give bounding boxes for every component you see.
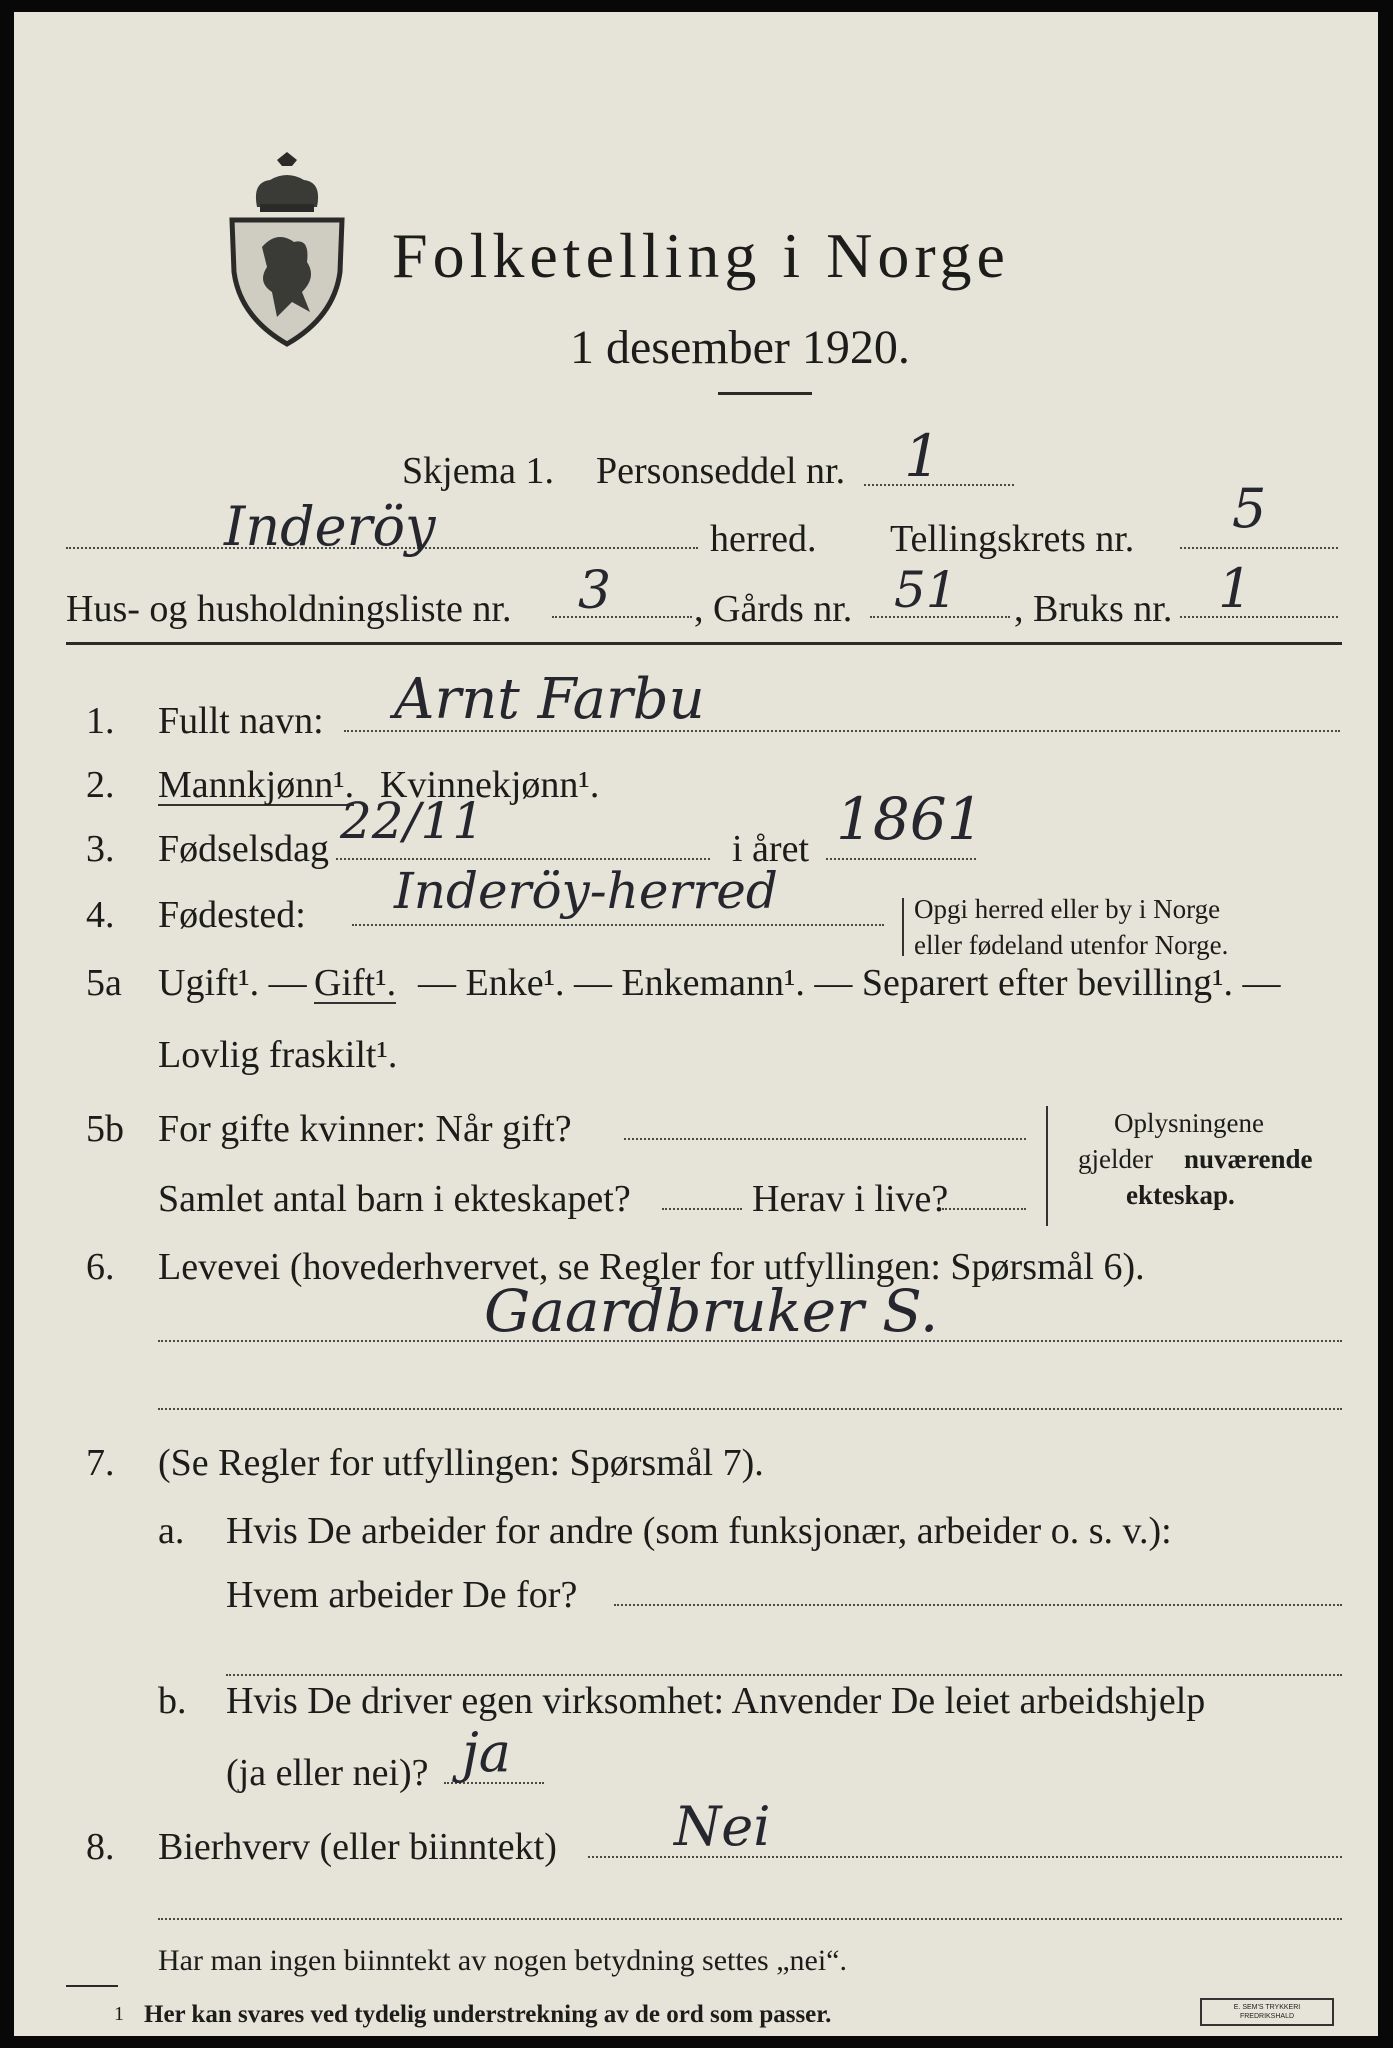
gards-label: , Gårds nr.	[694, 588, 853, 630]
q4-brace	[902, 898, 904, 956]
q7-number: 7.	[86, 1442, 115, 1484]
q7b-question: (ja eller nei)?	[226, 1752, 429, 1794]
q5b-brace	[1046, 1106, 1048, 1226]
bruks-label: , Bruks nr.	[1014, 588, 1173, 630]
q5b-gift-line	[624, 1138, 1026, 1140]
husliste-value: 3	[578, 561, 612, 621]
q4-note-2: eller fødeland utenfor Norge.	[914, 930, 1229, 960]
q6-value: Gaardbruker S.	[484, 1277, 939, 1345]
q5b-note-1: Oplysningene	[1114, 1108, 1264, 1138]
q6-number: 6.	[86, 1246, 115, 1288]
q4-note-1: Opgi herred eller by i Norge	[914, 894, 1221, 924]
form-title: Folketelling i Norge	[392, 220, 1010, 291]
q2-kvinne: Kvinnekjønn¹.	[380, 764, 600, 806]
q3-year-line	[826, 858, 976, 860]
q5b-ilive: Herav i live?	[752, 1178, 949, 1220]
personseddel-label: Personseddel nr.	[596, 450, 846, 492]
q3-label: Fødselsdag	[158, 828, 329, 870]
q5b-barn: Samlet antal barn i ekteskapet?	[158, 1178, 631, 1220]
q8-value: Nei	[674, 1795, 771, 1858]
tellingskrets-label: Tellingskrets nr.	[890, 518, 1135, 560]
q8-number: 8.	[86, 1826, 115, 1868]
q7b-value: ja	[462, 1721, 511, 1784]
q3-year-label: i året	[732, 828, 810, 870]
q1-value: Arnt Farbu	[394, 667, 705, 732]
footnote-text: Her kan svares ved tydelig understrekning av de ord som passer.	[144, 2001, 832, 2028]
husliste-label: Hus- og husholdningsliste nr.	[66, 588, 512, 630]
q3-year-value: 1861	[836, 785, 984, 853]
q5b-barn-line	[662, 1208, 742, 1210]
tellingskrets-value: 5	[1232, 477, 1267, 540]
q5a-fraskilt: Lovlig fraskilt¹.	[158, 1034, 398, 1076]
q7a-question: Hvem arbeider De for?	[226, 1574, 578, 1616]
q6-line-2	[158, 1408, 1342, 1410]
q8-label: Bierhverv (eller biinntekt)	[158, 1826, 557, 1868]
form-date: 1 desember 1920.	[570, 321, 910, 374]
personseddel-value: 1	[904, 422, 941, 490]
footer-note: Har man ingen biinntekt av nogen betydning settes „nei“.	[158, 1944, 847, 1977]
printer-stamp-text: E. SEM'S TRYKKERI FREDRIKSHALD	[1233, 2004, 1301, 2020]
q7a-line-2	[226, 1674, 1342, 1676]
q5a-number: 5a	[86, 962, 122, 1004]
q4-label: Fødested:	[158, 894, 306, 936]
q3-number: 3.	[86, 828, 115, 870]
footnote-mark: 1	[114, 2003, 124, 2025]
herred-label: herred.	[710, 518, 817, 560]
husliste-line	[552, 616, 692, 618]
q5b-note-2a: gjelder	[1078, 1144, 1153, 1174]
q1-number: 1.	[86, 700, 115, 742]
q5b-ilive-line	[942, 1208, 1026, 1210]
herred-value: Inderöy	[224, 495, 436, 558]
q5b-label: For gifte kvinner: Når gift?	[158, 1108, 572, 1150]
q1-label: Fullt navn:	[158, 700, 324, 742]
bruks-value: 1	[1218, 557, 1253, 620]
q4-value: Inderöy-herred	[394, 862, 778, 920]
q5b-note-3: ekteskap.	[1126, 1180, 1235, 1210]
q3-value: 22/11	[340, 792, 485, 850]
gards-value: 51	[894, 561, 958, 619]
q5a-gift: Gift¹.	[314, 962, 397, 1004]
title-divider	[718, 392, 812, 395]
q7b-text: Hvis De driver egen virksomhet: Anvender De leiet arbeidshjelp	[226, 1680, 1206, 1722]
bruks-line	[1180, 616, 1338, 618]
header-rule	[66, 642, 1342, 645]
q6-label: Levevei (hovederhvervet, se Regler for utfyllingen: Spørsmål 6).	[158, 1246, 1145, 1288]
q7b-number: b.	[158, 1680, 187, 1722]
q7a-text: Hvis De arbeider for andre (som funksjonær, arbeider o. s. v.):	[226, 1510, 1172, 1552]
q3-line	[336, 858, 710, 860]
q5a-rest: — Enke¹. — Enkemann¹. — Separert efter bevilling¹. —	[418, 962, 1281, 1004]
printer-stamp	[1200, 1998, 1334, 2026]
coat-of-arms-icon	[222, 152, 352, 347]
q5a-ugift: Ugift¹. —	[158, 962, 307, 1004]
q4-line	[352, 924, 884, 926]
q8-line-2	[158, 1918, 1342, 1920]
q7a-number: a.	[158, 1510, 185, 1552]
q7-label: (Se Regler for utfyllingen: Spørsmål 7).	[158, 1442, 764, 1484]
tellingskrets-line	[1180, 547, 1338, 549]
q2-number: 2.	[86, 764, 115, 806]
skjema-label: Skjema 1.	[402, 450, 554, 492]
q5b-number: 5b	[86, 1108, 124, 1150]
q4-number: 4.	[86, 894, 115, 936]
q7a-line-1	[614, 1604, 1342, 1606]
q5b-note-2b: nuværende	[1184, 1144, 1313, 1174]
footnote-rule	[66, 1985, 118, 1987]
q2-mann: Mannkjønn¹.	[158, 764, 355, 806]
census-form-page	[14, 12, 1378, 2036]
